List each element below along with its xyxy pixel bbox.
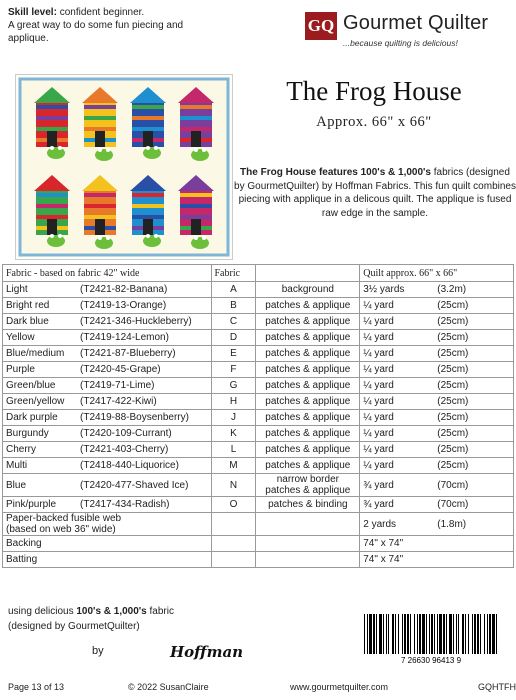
fabric-yards: ¼ yard [363, 396, 394, 407]
table-row [3, 378, 514, 394]
fabric-name: Blue [6, 479, 27, 491]
batting-qty: 74" x 74" [360, 552, 514, 568]
table-row [3, 442, 514, 458]
fabric-name: Pink/purple [6, 499, 57, 510]
fabric-name: Yellow [6, 332, 35, 343]
footer-page: Page 13 of 13 [8, 682, 65, 692]
fabric-use: patches & applique [256, 394, 360, 410]
fabric-code: (T2421-87-Blueberry) [80, 348, 176, 359]
fabric-name: Dark blue [6, 316, 49, 327]
fabric-metric: (25cm) [437, 332, 469, 343]
fabric-metric: (25cm) [437, 316, 469, 327]
backing-qty: 74" x 74" [360, 536, 514, 552]
fabric-code: (T2420-109-Currant) [80, 428, 172, 439]
fabric-letter: F [211, 362, 256, 378]
fabric-use: background [256, 282, 360, 298]
fabric-use: patches & binding [256, 497, 360, 513]
table-row-fusible [3, 513, 514, 536]
fusible-yards: 2 yards [363, 518, 397, 530]
fabric-metric: (70cm) [437, 499, 469, 510]
brand-name: Gourmet Quilter [343, 12, 489, 34]
fabric-name: Light [6, 284, 28, 295]
fabric-metric: (25cm) [437, 460, 469, 471]
fabric-yards: ¾ yard [363, 499, 394, 510]
fabric-use: patches & applique [256, 298, 360, 314]
table-row [3, 346, 514, 362]
fabric-code: (T2418-440-Liquorice) [80, 460, 179, 471]
fabric-yards: 3½ yards [363, 284, 405, 295]
fabric-letter: A [211, 282, 256, 298]
fabric-code: (T2417-422-Kiwi) [80, 396, 157, 407]
fabric-yards: ¼ yard [363, 316, 394, 327]
credit-fabric-name: 100's & 1,000's [76, 606, 147, 617]
fabric-name: Green/yellow [6, 396, 65, 407]
fabric-requirements-table [2, 264, 514, 568]
fabric-name: Burgundy [6, 428, 49, 439]
fusible-metric: (1.8m) [437, 518, 467, 530]
footer-copyright: © 2022 SusanClaire [128, 682, 209, 692]
credit-text-end: fabric [146, 606, 174, 617]
skill-value: confident beginner. [56, 7, 145, 18]
fabric-letter: J [211, 410, 256, 426]
pattern-title: The Frog House [286, 76, 462, 106]
fabric-use: patches & applique [256, 330, 360, 346]
fusible-label: Paper-backed fusible web [6, 513, 122, 524]
fabric-letter: O [211, 497, 256, 513]
barcode-number: 7 26630 96413 9 [400, 656, 462, 664]
fabric-yards: ¾ yard [363, 479, 394, 491]
skill-level [8, 6, 208, 45]
table-row-backing [3, 536, 514, 552]
credit-by: by [92, 645, 104, 657]
hoffman-logo: Hoffman [170, 643, 244, 661]
skill-label: Skill level: [8, 7, 57, 18]
footer-code: GQHTFH [478, 682, 516, 692]
table-body [3, 282, 514, 568]
table-row [3, 314, 514, 330]
header-use [256, 265, 360, 282]
fabric-letter: D [211, 330, 256, 346]
fabric-code: (T2419-13-Orange) [80, 300, 167, 311]
batting-label: Batting [3, 552, 212, 568]
table-row [3, 410, 514, 426]
backing-label: Backing [3, 536, 212, 552]
fabric-use: patches & applique [256, 410, 360, 426]
fabric-use: patches & applique [256, 378, 360, 394]
fabric-metric: (25cm) [437, 444, 469, 455]
fabric-name: Bright red [6, 300, 50, 311]
fabric-code: (T2420-477-Shaved Ice) [80, 479, 189, 491]
fabric-metric: (25cm) [437, 348, 469, 359]
fabric-yards: ¼ yard [363, 444, 394, 455]
fabric-letter: B [211, 298, 256, 314]
pattern-size: Approx. 66" x 66" [316, 114, 432, 130]
table-row [3, 474, 514, 497]
fabric-letter: E [211, 346, 256, 362]
fabric-use: patches & applique [256, 362, 360, 378]
fabric-metric: (25cm) [437, 428, 469, 439]
fabric-code: (T2419-71-Lime) [80, 380, 155, 391]
fabric-metric: (70cm) [437, 479, 469, 491]
fabric-letter: M [211, 458, 256, 474]
fabric-code: (T2421-403-Cherry) [80, 444, 169, 455]
fabric-letter: N [211, 474, 256, 497]
barcode [356, 612, 506, 664]
desc-body: fabrics (designed by GourmetQuilter) by Hoffman Fabrics. This fun quilt combines piecing with applique in a delicous quilt. The applique is fused raw edge in the sample. [234, 167, 516, 219]
fabric-code: (T2421-82-Banana) [80, 284, 168, 295]
fabric-yards: ¼ yard [363, 412, 394, 423]
header-fabric: Fabric - based on fabric 42" wide [3, 265, 212, 282]
fabric-metric: (25cm) [437, 396, 469, 407]
fabric-yards: ¼ yard [363, 300, 394, 311]
fabric-code: (T2420-45-Grape) [80, 364, 161, 375]
table-row-batting [3, 552, 514, 568]
fabric-letter: C [211, 314, 256, 330]
fabric-metric: (25cm) [437, 300, 469, 311]
fabric-name: Dark purple [6, 412, 58, 423]
table-row [3, 458, 514, 474]
fabric-letter: L [211, 442, 256, 458]
fabric-letter: H [211, 394, 256, 410]
fabric-code: (T2419-88-Boysenberry) [80, 412, 189, 423]
table-row [3, 362, 514, 378]
fabric-metric: (25cm) [437, 380, 469, 391]
fabric-use: narrow border [276, 474, 339, 485]
desc-lead: The Frog House features [240, 167, 361, 178]
credit-designer: (designed by GourmetQuilter) [8, 621, 140, 632]
fabric-yards: ¼ yard [363, 460, 394, 471]
quilt-photo [15, 74, 233, 260]
fabric-letter: K [211, 426, 256, 442]
fabric-metric: (3.2m) [437, 284, 467, 295]
table-row [3, 330, 514, 346]
fabric-yards: ¼ yard [363, 348, 394, 359]
fabric-code: (T2419-124-Lemon) [80, 332, 169, 343]
fabric-yards: ¼ yard [363, 364, 394, 375]
fabric-use-2: patches & applique [265, 485, 351, 496]
brand-tagline: ...because quilting is delicious! [343, 38, 458, 48]
fabric-name: Purple [6, 364, 35, 375]
skill-note: A great way to do some fun piecing and applique. [8, 20, 184, 44]
fabric-name: Blue/medium [6, 348, 65, 359]
table-row [3, 426, 514, 442]
fabric-metric: (25cm) [437, 412, 469, 423]
fabric-yards: ¼ yard [363, 332, 394, 343]
fabric-use: patches & applique [256, 346, 360, 362]
fabric-use: patches & applique [256, 426, 360, 442]
table-row [3, 394, 514, 410]
fabric-metric: (25cm) [437, 364, 469, 375]
desc-fabric-name: 100's & 1,000's [360, 167, 431, 178]
fabric-name: Cherry [6, 444, 37, 455]
fabric-name: Multi [6, 460, 28, 471]
fabric-credit [8, 604, 248, 634]
fabric-code: (T2421-346-Huckleberry) [80, 316, 192, 327]
brand-logo [305, 4, 510, 56]
table-row [3, 282, 514, 298]
pattern-description [234, 166, 516, 220]
footer-url: www.gourmetquilter.com [290, 682, 389, 692]
fabric-letter: G [211, 378, 256, 394]
table-row [3, 497, 514, 513]
header-letter: Fabric [211, 265, 256, 282]
fabric-use: patches & applique [256, 458, 360, 474]
credit-text: using delicious [8, 606, 77, 617]
fabric-code: (T2417-434-Radish) [80, 499, 170, 510]
table-row [3, 298, 514, 314]
gq-logo-mark: GQ [305, 12, 337, 40]
fabric-use: patches & applique [256, 442, 360, 458]
fusible-note: (based on web 36" wide) [6, 524, 116, 535]
table-header-row [3, 265, 514, 282]
fabric-yards: ¼ yard [363, 380, 394, 391]
fabric-use: patches & applique [256, 314, 360, 330]
header-quantity: Quilt approx. 66" x 66" [360, 265, 514, 282]
fabric-yards: ¼ yard [363, 428, 394, 439]
fabric-name: Green/blue [6, 380, 56, 391]
